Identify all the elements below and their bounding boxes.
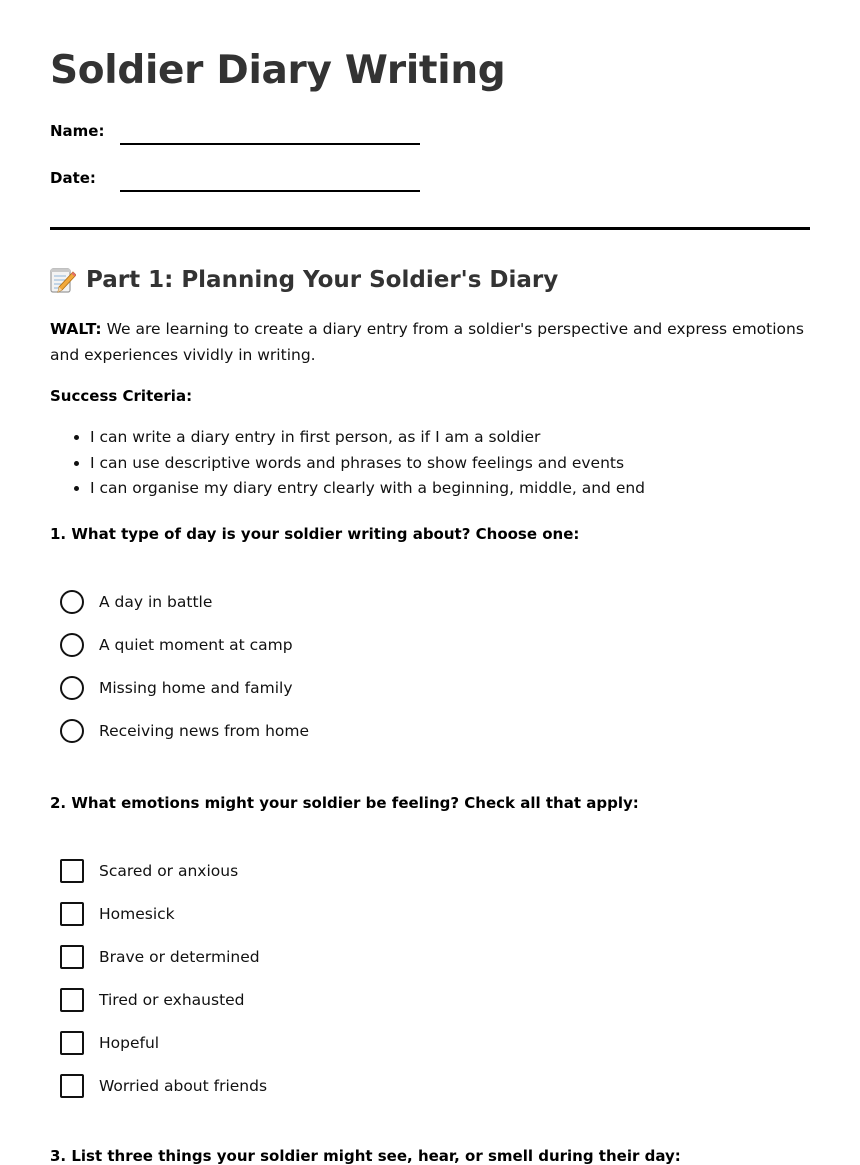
checkbox-option[interactable]: [60, 892, 267, 935]
success-criterion: • I can organise my diary entry clearly with a beginning, middle, and end: [90, 476, 810, 502]
walt-statement: [50, 316, 810, 368]
checkbox[interactable]: [60, 902, 84, 926]
checkbox-option-label: Hopeful: [99, 1033, 160, 1052]
checkbox[interactable]: [60, 1074, 84, 1098]
date-input-line[interactable]: [120, 190, 420, 192]
radio-button[interactable]: [60, 676, 84, 700]
radio-button[interactable]: [60, 633, 84, 657]
walt-text: We are learning to create a diary entry from a soldier's perspective and express emotions and experiences vividly in writing.: [50, 320, 804, 364]
radio-option-label: Receiving news from home: [99, 721, 310, 740]
success-criterion: • I can write a diary entry in first person, as if I am a soldier: [90, 425, 810, 451]
page-title: Soldier Diary Writing: [50, 48, 506, 93]
date-field[interactable]: [50, 169, 470, 199]
radio-option-label: A quiet moment at camp: [99, 635, 293, 654]
checkbox-option-label: Scared or anxious: [99, 861, 239, 880]
header-divider: [50, 227, 810, 230]
checkbox-option-label: Tired or exhausted: [99, 990, 245, 1009]
radio-option[interactable]: [60, 623, 309, 666]
checkbox-option[interactable]: [60, 935, 267, 978]
question-3: 3. List three things your soldier might see, hear, or smell during their day:: [50, 1147, 681, 1165]
radio-option[interactable]: [60, 666, 309, 709]
checkbox-option[interactable]: [60, 978, 267, 1021]
part1-heading: [50, 266, 558, 294]
checkbox[interactable]: [60, 988, 84, 1012]
radio-option-label: A day in battle: [99, 592, 213, 611]
name-input-line[interactable]: [120, 143, 420, 145]
checkbox[interactable]: [60, 859, 84, 883]
radio-button[interactable]: [60, 719, 84, 743]
checkbox-option-label: Homesick: [99, 904, 175, 923]
question-2-options: [60, 849, 267, 1107]
walt-label: WALT:: [50, 320, 102, 338]
checkbox-option-label: Worried about friends: [99, 1076, 268, 1095]
part1-heading-text: Part 1: Planning Your Soldier's Diary: [86, 267, 559, 293]
question-1-options: [60, 580, 309, 752]
radio-option-label: Missing home and family: [99, 678, 293, 697]
checkbox-option-label: Brave or determined: [99, 947, 260, 966]
date-label: Date:: [50, 169, 96, 187]
radio-button[interactable]: [60, 590, 84, 614]
question-2: 2. What emotions might your soldier be feeling? Check all that apply:: [50, 794, 639, 812]
name-field[interactable]: [50, 122, 470, 152]
name-label: Name:: [50, 122, 105, 140]
checkbox[interactable]: [60, 945, 84, 969]
checkbox[interactable]: [60, 1031, 84, 1055]
checkbox-option[interactable]: [60, 849, 267, 892]
question-1: 1. What type of day is your soldier writing about? Choose one:: [50, 525, 580, 543]
success-criteria-label: Success Criteria:: [50, 387, 193, 405]
success-criterion: • I can use descriptive words and phrases to show feelings and events: [90, 451, 810, 477]
checkbox-option[interactable]: [60, 1021, 267, 1064]
checkbox-option[interactable]: [60, 1064, 267, 1107]
memo-pencil-icon: [50, 266, 76, 294]
success-criteria-list: [50, 425, 810, 502]
radio-option[interactable]: [60, 709, 309, 752]
radio-option[interactable]: [60, 580, 309, 623]
